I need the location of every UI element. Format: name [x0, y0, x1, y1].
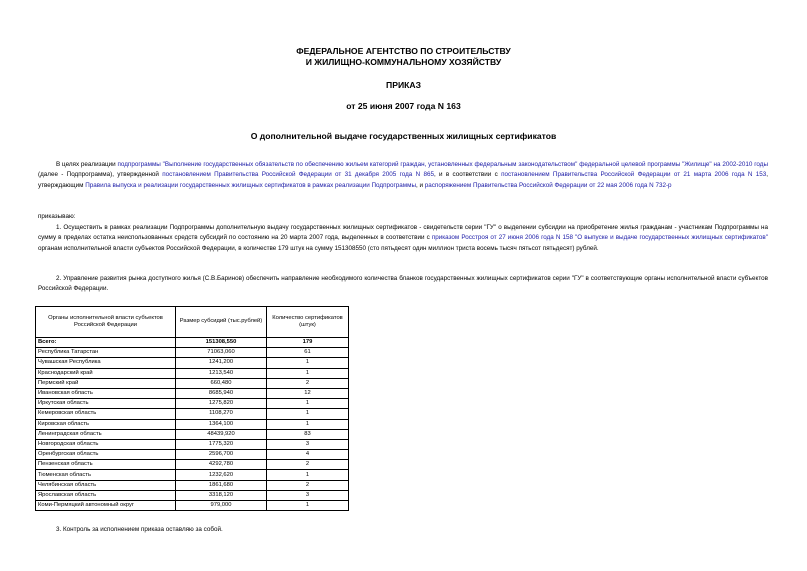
subsidy-cell: 1232,620	[176, 470, 267, 480]
certificate-rules-link[interactable]: Правила выпуска и реализации государственных жилищных сертификатов в рамках реализации Подпрограммы	[85, 181, 416, 189]
subsidy-cell: 71063,060	[176, 348, 267, 358]
subsidy-cell: 4292,780	[176, 460, 267, 470]
count-cell: 4	[267, 450, 349, 460]
region-cell: Ленинградская область	[36, 429, 176, 439]
rosstroy-order-158-link[interactable]: приказом Росстроя от 27 июня 2006 года N 158 "О выпуске и выдаче государственных жилищных сертификатов"	[431, 234, 768, 242]
region-cell: Коми-Пермяцкий автономный округ	[36, 501, 176, 511]
region-cell: Оренбургская область	[36, 450, 176, 460]
region-cell: Пермский край	[36, 378, 176, 388]
table-row	[36, 399, 349, 409]
table-row	[36, 439, 349, 449]
region-cell: Ярославская область	[36, 490, 176, 500]
preamble-text: , и в соответствии с	[433, 171, 502, 179]
subsidy-cell: 2596,700	[176, 450, 267, 460]
preamble-text: , и	[415, 181, 425, 189]
subsidy-cell: 48439,920	[176, 429, 267, 439]
region-cell: Ивановская область	[36, 388, 176, 398]
count-cell: 3	[267, 490, 349, 500]
region-cell: Кировская область	[36, 419, 176, 429]
count-cell: 1	[267, 409, 349, 419]
count-cell: 1	[267, 399, 349, 409]
resolution-865-link[interactable]: постановлением Правительства Российской Федерации от 31 декабря 2005 года N 865	[162, 171, 434, 179]
table-row	[36, 480, 349, 490]
subsidy-cell: 3318,120	[176, 490, 267, 500]
preamble-text: (далее - Подпрограмма), утвержденной	[38, 171, 163, 179]
order-word: приказываю:	[38, 213, 76, 220]
region-cell: Челябинская область	[36, 480, 176, 490]
region-cell: Тюменская область	[36, 470, 176, 480]
region-cell: Иркутская область	[36, 399, 176, 409]
table-row	[36, 358, 349, 368]
item-3-paragraph: 3. Контроль за исполнением приказа оставляю за собой.	[56, 526, 223, 533]
total-label: Всего:	[36, 338, 176, 348]
preamble-text: , утверждающим	[38, 171, 768, 189]
preamble-text: В целях реализации	[56, 161, 118, 168]
count-cell: 1	[267, 470, 349, 480]
table-row	[36, 378, 349, 388]
document-date-number: от 25 июня 2007 года N 163	[346, 101, 461, 111]
document-title: О дополнительной выдаче государственных жилищных сертификатов	[250, 131, 557, 141]
header-certificate-count: Количество сертификатов (штук)	[267, 307, 349, 338]
region-cell: Республика Татарстан	[36, 348, 176, 358]
count-cell: 83	[267, 429, 349, 439]
table-row	[36, 368, 349, 378]
table-row	[36, 429, 349, 439]
item-1-text: органам исполнительной власти субъектов Российской Федерации, в количестве 179 штук на сумму 151308550 (сто пятьдесят один миллион триста восемь тысяч пятьсот пятьдесят) рублей.	[38, 244, 599, 252]
count-cell: 1	[267, 368, 349, 378]
table-total-row	[36, 338, 349, 348]
region-cell: Краснодарский край	[36, 368, 176, 378]
table-row	[36, 490, 349, 500]
order-732-link[interactable]: распоряжением Правительства Российской Федерации от 22 мая 2006 года N 732-р	[424, 181, 672, 189]
table-row	[36, 409, 349, 419]
table-header-row	[36, 307, 349, 338]
subsidy-cell: 1108,270	[176, 409, 267, 419]
table-row	[36, 419, 349, 429]
subsidy-cell: 1241,200	[176, 358, 267, 368]
table-row	[36, 470, 349, 480]
subsidy-cell: 979,000	[176, 501, 267, 511]
subsidy-cell: 660,480	[176, 378, 267, 388]
table-row	[36, 348, 349, 358]
agency-title-line1: ФЕДЕРАЛЬНОЕ АГЕНТСТВО ПО СТРОИТЕЛЬСТВУ	[296, 46, 511, 56]
count-cell: 1	[267, 419, 349, 429]
table-row	[36, 450, 349, 460]
header-subsidy-amount: Размер субсидий (тыс.рублей)	[176, 307, 267, 338]
document-type: ПРИКАЗ	[386, 80, 421, 90]
subsidy-cell: 1364,100	[176, 419, 267, 429]
count-cell: 3	[267, 439, 349, 449]
certificates-table	[35, 306, 349, 511]
count-cell: 2	[267, 460, 349, 470]
count-cell: 61	[267, 348, 349, 358]
count-cell: 12	[267, 388, 349, 398]
item-1-text: 1. Осуществить в рамках реализации Подпрограммы дополнительную выдачу государственных жилищных сертификатов - свидетельств серии "ГУ" о выделении субсидии на приобретение жилья гражданам - участникам Подпрограммы на сумму в пределах остатка неиспользованных средств субсидий по состоянию на 20 марта 2007 года, выделенных в соответствии с	[38, 224, 768, 242]
subsidy-cell: 8685,940	[176, 388, 267, 398]
region-cell: Кемеровская область	[36, 409, 176, 419]
subsidy-cell: 1213,540	[176, 368, 267, 378]
agency-title-line2: И ЖИЛИЩНО-КОММУНАЛЬНОМУ ХОЗЯЙСТВУ	[305, 57, 502, 67]
table-row	[36, 388, 349, 398]
table-row	[36, 460, 349, 470]
region-cell: Пензенская область	[36, 460, 176, 470]
count-cell: 2	[267, 480, 349, 490]
item-1-paragraph	[38, 223, 768, 254]
count-cell: 1	[267, 358, 349, 368]
subsidy-cell: 1275,820	[176, 399, 267, 409]
count-cell: 1	[267, 501, 349, 511]
subsidy-cell: 1861,680	[176, 480, 267, 490]
region-cell: Новгородская область	[36, 439, 176, 449]
table-row	[36, 501, 349, 511]
count-cell: 2	[267, 378, 349, 388]
subprogram-link[interactable]: подпрограммы "Выполнение государственных обязательств по обеспечению жильем категорий граждан, установленных федеральным законодательством" федеральной целевой программы "Жилище" на 2002-2010 годы	[117, 161, 768, 168]
total-subsidy: 151308,550	[176, 338, 267, 348]
header-authorities: Органы исполнительной власти субъектов Российской Федерации	[36, 307, 176, 338]
item-2-paragraph: 2. Управление развития рынка доступного жилья (С.В.Баринов) обеспечить направление необходимого количества бланков государственных жилищных сертификатов серии "ГУ" в соответствующие органы исполнительной власти субъектов Российской Федерации.	[38, 275, 768, 293]
region-cell: Чувашская Республика	[36, 358, 176, 368]
subsidy-cell: 1775,320	[176, 439, 267, 449]
resolution-153-link[interactable]: постановлением Правительства Российской Федерации от 21 марта 2006 года N 153	[501, 171, 767, 179]
total-count: 179	[267, 338, 349, 348]
preamble-paragraph	[38, 160, 768, 191]
